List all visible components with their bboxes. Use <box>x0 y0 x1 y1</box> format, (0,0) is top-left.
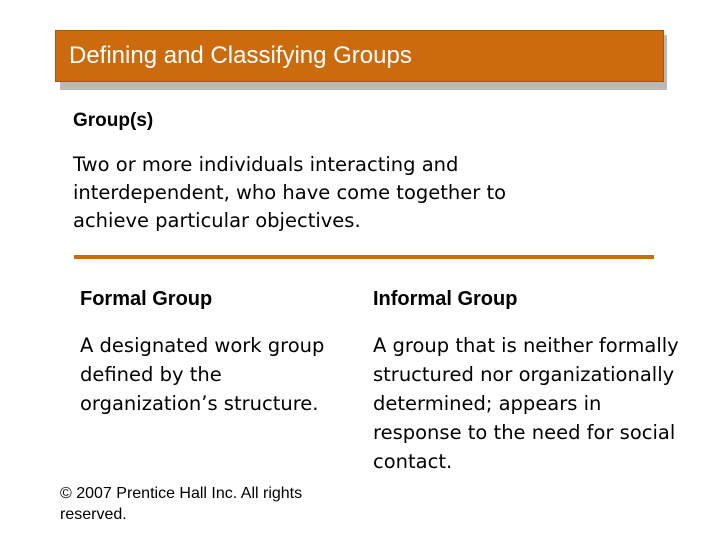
slide-title: Defining and Classifying Groups <box>69 42 412 69</box>
definition-text: Two or more individuals interacting and interdependent, who have come together to achieve particular objectives. <box>73 153 507 232</box>
title-bar <box>55 30 664 82</box>
subheading: Group(s) <box>73 110 154 131</box>
divider-line <box>74 255 654 259</box>
informal-group-heading: Informal Group <box>373 288 518 310</box>
informal-group-text: A group that is neither formally structured nor organizationally determined; appears in response to the need for social contact. <box>373 334 679 473</box>
formal-group-text: A designated work group defined by the organization’s structure. <box>80 334 325 415</box>
copyright-notice: © 2007 Prentice Hall Inc. All rights reserved. <box>60 485 303 523</box>
formal-group-heading: Formal Group <box>80 288 213 310</box>
